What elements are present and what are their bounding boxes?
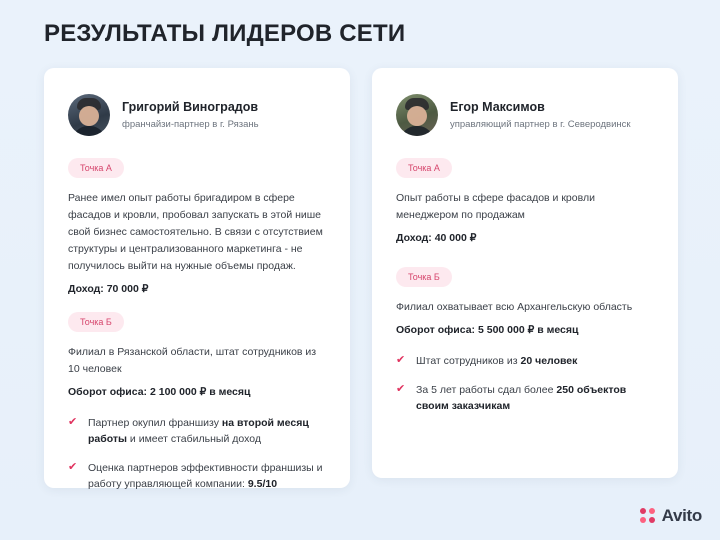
point-b-text: Филиал охватывает всю Архангельскую область: [396, 301, 633, 313]
status-badge-point-a: Точка А: [396, 158, 452, 178]
bullet-text: [88, 415, 326, 447]
point-b-metric: [68, 384, 326, 401]
bullet-text: [416, 353, 577, 369]
testimonial-card: [372, 68, 678, 478]
person-header: [68, 94, 326, 136]
point-a-text: Опыт работы в сфере фасадов и кровли менеджером по продажам: [396, 192, 595, 221]
point-b-text: Филиал в Рязанской области, штат сотрудников из 10 человек: [68, 346, 317, 375]
point-a-metric-label: Доход:: [68, 283, 104, 295]
bullet-prefix: За 5 лет работы сдал более: [416, 384, 557, 396]
check-icon: ✔: [396, 354, 406, 366]
status-badge-point-b: Точка Б: [68, 312, 124, 332]
point-b-metric-label: Оборот офиса:: [396, 324, 476, 336]
list-item: [396, 353, 654, 369]
page-title: РЕЗУЛЬТАТЫ ЛИДЕРОВ СЕТИ: [44, 20, 406, 47]
watermark-text: Avito: [661, 506, 702, 525]
avatar: [68, 94, 110, 136]
status-badge-point-b: Точка Б: [396, 267, 452, 287]
bullet-highlight: 250 объектов своим заказчикам: [416, 384, 627, 412]
point-b-metric-value: 5 500 000 ₽ в месяц: [477, 324, 579, 336]
check-icon: ✔: [68, 416, 78, 428]
person-header: [396, 94, 654, 136]
person-name: Егор Максимов: [450, 100, 545, 114]
person-info: [122, 100, 259, 130]
person-name: Григорий Виноградов: [122, 100, 259, 114]
person-info: [450, 100, 631, 130]
point-a-metric-label: Доход:: [396, 232, 432, 244]
point-a-metric-value: 40 000 ₽: [434, 232, 477, 244]
point-a-metric-value: 70 000 ₽: [106, 283, 149, 295]
bullet-list: [68, 415, 326, 492]
bullet-list: [396, 353, 654, 414]
point-a-metric: [68, 281, 326, 298]
bullet-prefix: Партнер окупил франшизу: [88, 417, 222, 429]
point-a-text: Ранее имел опыт работы бригадиром в сфере фасадов и кровли, пробовал запускать в этой нише свой бизнес самостоятельно. В связи с отсутствием структуры и централизованного маркетинга - не получилось выйти на нужные объемы продаж.: [68, 192, 323, 272]
list-item: [68, 415, 326, 447]
testimonial-cards: [44, 68, 678, 488]
status-badge-point-a: Точка А: [68, 158, 124, 178]
bullet-highlight: 9.5/10: [247, 478, 278, 490]
check-icon: ✔: [68, 461, 78, 473]
bullet-text: [416, 382, 654, 414]
avatar-body-icon: [400, 126, 434, 136]
person-role: франчайзи-партнер в г. Рязань: [122, 119, 259, 130]
bullet-text: [88, 460, 326, 492]
avatar-face-icon: [407, 106, 427, 126]
list-item: [396, 382, 654, 414]
point-b-metric-value: 2 100 000 ₽ в месяц: [149, 386, 251, 398]
person-role: управляющий партнер в г. Северодвинск: [450, 119, 631, 130]
point-b-metric: [396, 322, 654, 339]
list-item: [68, 460, 326, 492]
bullet-prefix: Штат сотрудников из: [416, 355, 521, 367]
point-b-metric-label: Оборот офиса:: [68, 386, 148, 398]
avito-watermark: [640, 506, 702, 526]
point-a-metric: [396, 230, 654, 247]
avatar: [396, 94, 438, 136]
avatar-face-icon: [79, 106, 99, 126]
bullet-highlight: 20 человек: [520, 355, 578, 367]
bullet-suffix: и имеет стабильный доход: [127, 433, 261, 445]
bullet-prefix: Оценка партнеров эффективности франшизы и работу управляющей компании:: [88, 462, 323, 490]
check-icon: ✔: [396, 383, 406, 395]
four-dots-icon: [640, 508, 656, 524]
testimonial-card: [44, 68, 350, 488]
bullet-highlight: на второй месяц работы: [88, 417, 309, 445]
avatar-body-icon: [72, 126, 106, 136]
